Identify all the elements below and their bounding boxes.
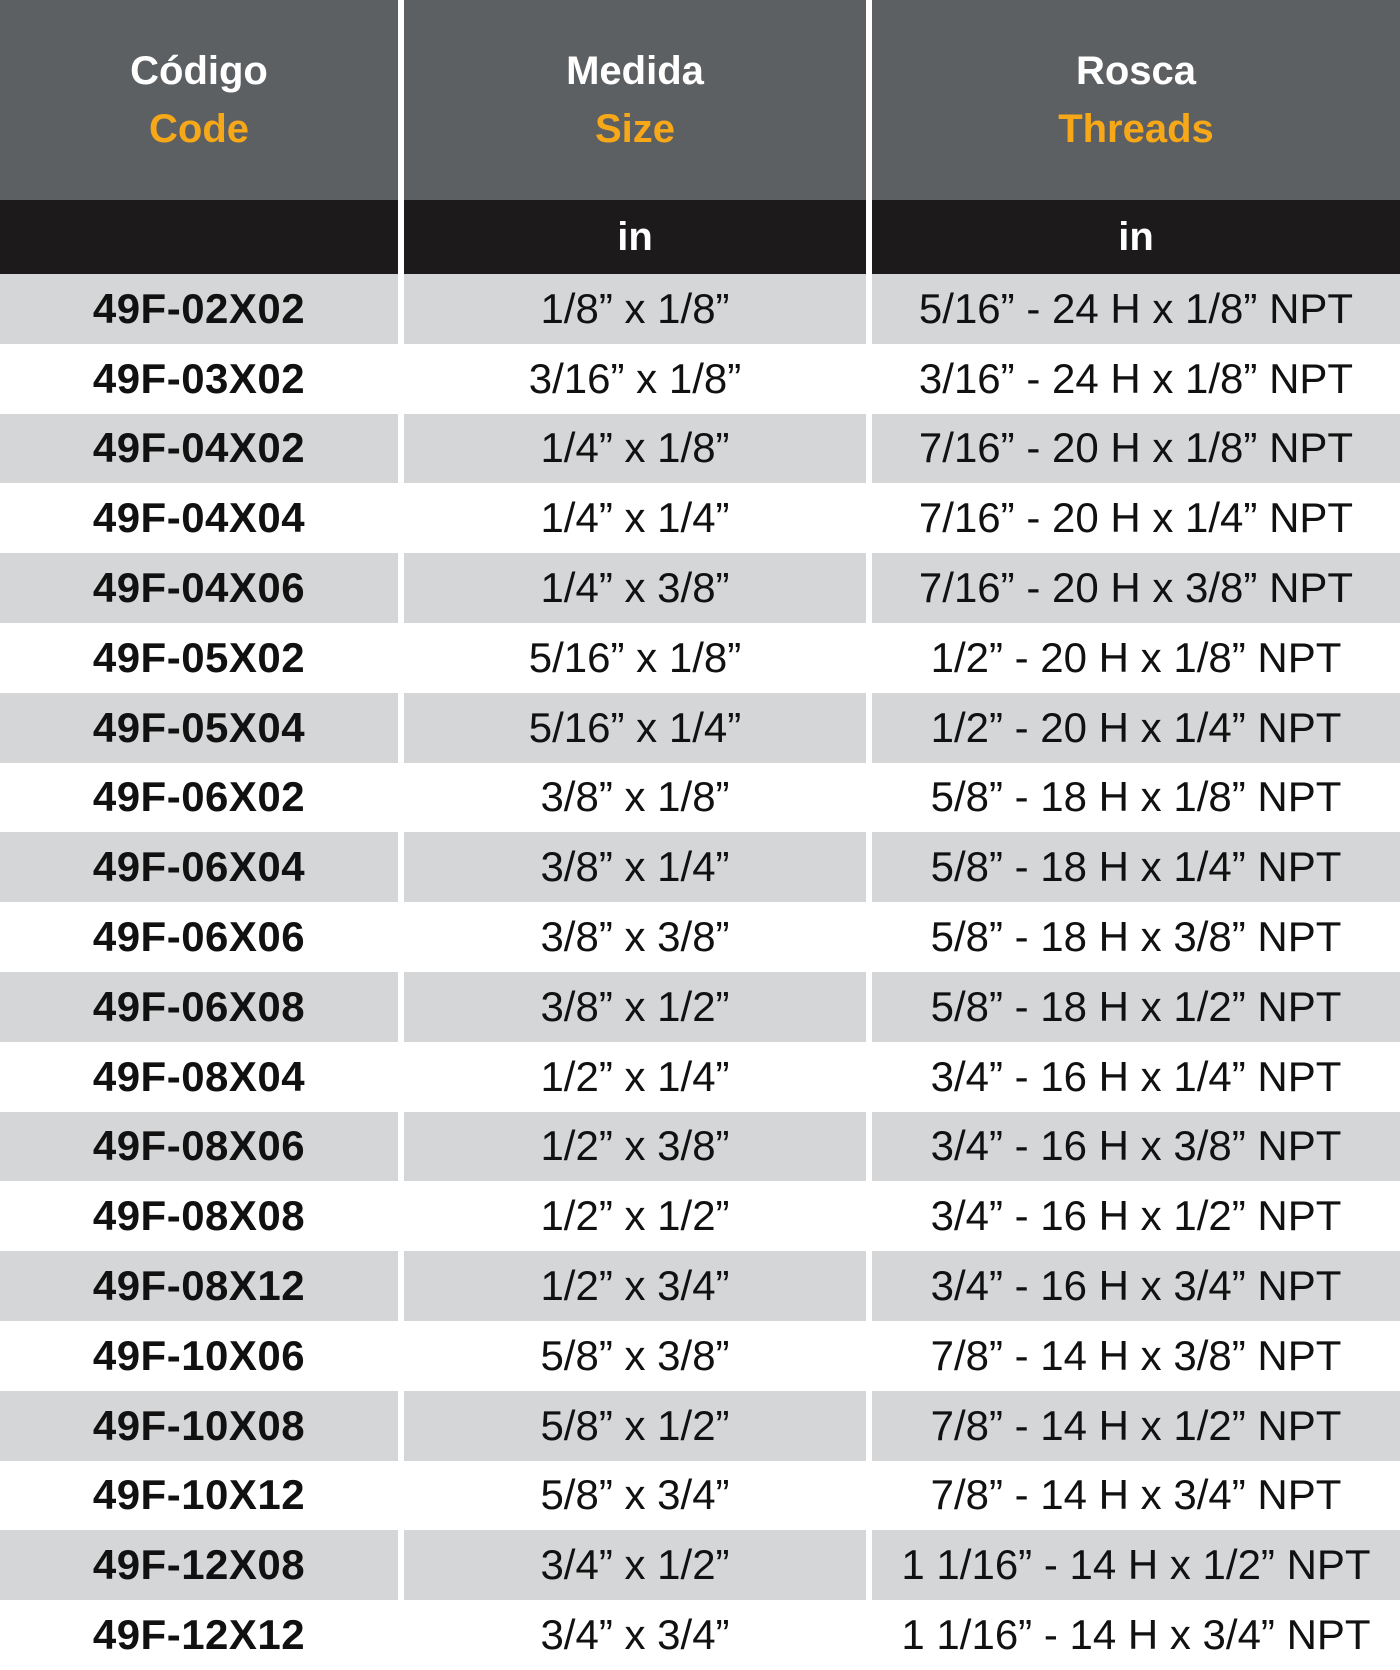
table-body (0, 274, 1400, 1670)
code-cell: 49F-02X02 (0, 274, 398, 344)
units-code (0, 200, 398, 274)
threads-cell: 5/8” - 18 H x 1/8” NPT (872, 763, 1400, 833)
threads-cell: 3/4” - 16 H x 3/8” NPT (872, 1112, 1400, 1182)
table-row (0, 902, 1400, 972)
table-row (0, 414, 1400, 484)
size-cell: 5/16” x 1/4” (404, 693, 866, 763)
code-cell: 49F-08X08 (0, 1181, 398, 1251)
size-cell: 1/8” x 1/8” (404, 274, 866, 344)
threads-cell: 5/8” - 18 H x 1/2” NPT (872, 972, 1400, 1042)
threads-cell: 1/2” - 20 H x 1/4” NPT (872, 693, 1400, 763)
code-cell: 49F-06X04 (0, 832, 398, 902)
code-cell: 49F-08X06 (0, 1112, 398, 1182)
code-cell: 49F-12X12 (0, 1600, 398, 1670)
code-cell: 49F-04X04 (0, 483, 398, 553)
size-cell: 3/8” x 3/8” (404, 902, 866, 972)
size-cell: 1/4” x 1/8” (404, 414, 866, 484)
threads-cell: 7/16” - 20 H x 1/8” NPT (872, 414, 1400, 484)
table-row (0, 1251, 1400, 1321)
threads-cell: 1/2” - 20 H x 1/8” NPT (872, 623, 1400, 693)
size-cell: 1/2” x 3/4” (404, 1251, 866, 1321)
size-cell: 1/4” x 1/4” (404, 483, 866, 553)
code-cell: 49F-03X02 (0, 344, 398, 414)
table-row (0, 623, 1400, 693)
size-cell: 3/8” x 1/2” (404, 972, 866, 1042)
size-cell: 3/4” x 3/4” (404, 1600, 866, 1670)
threads-cell: 7/8” - 14 H x 3/8” NPT (872, 1321, 1400, 1391)
threads-cell: 1 1/16” - 14 H x 1/2” NPT (872, 1530, 1400, 1600)
code-cell: 49F-06X02 (0, 763, 398, 833)
threads-cell: 3/4” - 16 H x 1/2” NPT (872, 1181, 1400, 1251)
threads-cell: 5/8” - 18 H x 3/8” NPT (872, 902, 1400, 972)
size-cell: 5/8” x 3/4” (404, 1461, 866, 1531)
header-size-en: Size (594, 107, 676, 151)
code-cell: 49F-05X04 (0, 693, 398, 763)
threads-cell: 7/8” - 14 H x 1/2” NPT (872, 1391, 1400, 1461)
threads-cell: 3/16” - 24 H x 1/8” NPT (872, 344, 1400, 414)
threads-cell: 5/8” - 18 H x 1/4” NPT (872, 832, 1400, 902)
table-row (0, 1181, 1400, 1251)
table-row (0, 1391, 1400, 1461)
header-threads (872, 0, 1400, 200)
code-cell: 49F-04X06 (0, 553, 398, 623)
units-row (0, 200, 1400, 274)
size-cell: 1/2” x 1/2” (404, 1181, 866, 1251)
header-threads-en: Threads (1058, 107, 1214, 151)
header-code-es: Código (130, 49, 268, 93)
size-cell: 1/2” x 1/4” (404, 1042, 866, 1112)
code-cell: 49F-10X08 (0, 1391, 398, 1461)
units-threads: in (872, 200, 1400, 274)
table-row (0, 1112, 1400, 1182)
code-cell: 49F-06X06 (0, 902, 398, 972)
size-cell: 1/2” x 3/8” (404, 1112, 866, 1182)
size-cell: 5/8” x 3/8” (404, 1321, 866, 1391)
size-cell: 3/16” x 1/8” (404, 344, 866, 414)
code-cell: 49F-12X08 (0, 1530, 398, 1600)
table-row (0, 483, 1400, 553)
header-code (0, 0, 398, 200)
threads-cell: 7/16” - 20 H x 3/8” NPT (872, 553, 1400, 623)
table-row (0, 344, 1400, 414)
code-cell: 49F-04X02 (0, 414, 398, 484)
header-size-es: Medida (566, 49, 704, 93)
table-row (0, 1530, 1400, 1600)
table-row (0, 763, 1400, 833)
table-row (0, 972, 1400, 1042)
table-row (0, 1321, 1400, 1391)
size-cell: 3/8” x 1/4” (404, 832, 866, 902)
table-row (0, 274, 1400, 344)
header-size (404, 0, 866, 200)
units-size: in (404, 200, 866, 274)
code-cell: 49F-08X12 (0, 1251, 398, 1321)
table-row (0, 1042, 1400, 1112)
threads-cell: 7/16” - 20 H x 1/4” NPT (872, 483, 1400, 553)
threads-cell: 3/4” - 16 H x 3/4” NPT (872, 1251, 1400, 1321)
table-header (0, 0, 1400, 200)
threads-cell: 1 1/16” - 14 H x 3/4” NPT (872, 1600, 1400, 1670)
code-cell: 49F-10X12 (0, 1461, 398, 1531)
threads-cell: 5/16” - 24 H x 1/8” NPT (872, 274, 1400, 344)
header-code-en: Code (149, 107, 249, 151)
threads-cell: 7/8” - 14 H x 3/4” NPT (872, 1461, 1400, 1531)
code-cell: 49F-05X02 (0, 623, 398, 693)
size-cell: 3/4” x 1/2” (404, 1530, 866, 1600)
size-cell: 1/4” x 3/8” (404, 553, 866, 623)
threads-cell: 3/4” - 16 H x 1/4” NPT (872, 1042, 1400, 1112)
table-row (0, 693, 1400, 763)
table-row (0, 553, 1400, 623)
size-cell: 3/8” x 1/8” (404, 763, 866, 833)
code-cell: 49F-10X06 (0, 1321, 398, 1391)
table-row (0, 832, 1400, 902)
code-cell: 49F-08X04 (0, 1042, 398, 1112)
size-cell: 5/8” x 1/2” (404, 1391, 866, 1461)
table-row (0, 1600, 1400, 1670)
header-threads-es: Rosca (1075, 49, 1197, 93)
table-row (0, 1461, 1400, 1531)
size-cell: 5/16” x 1/8” (404, 623, 866, 693)
code-cell: 49F-06X08 (0, 972, 398, 1042)
